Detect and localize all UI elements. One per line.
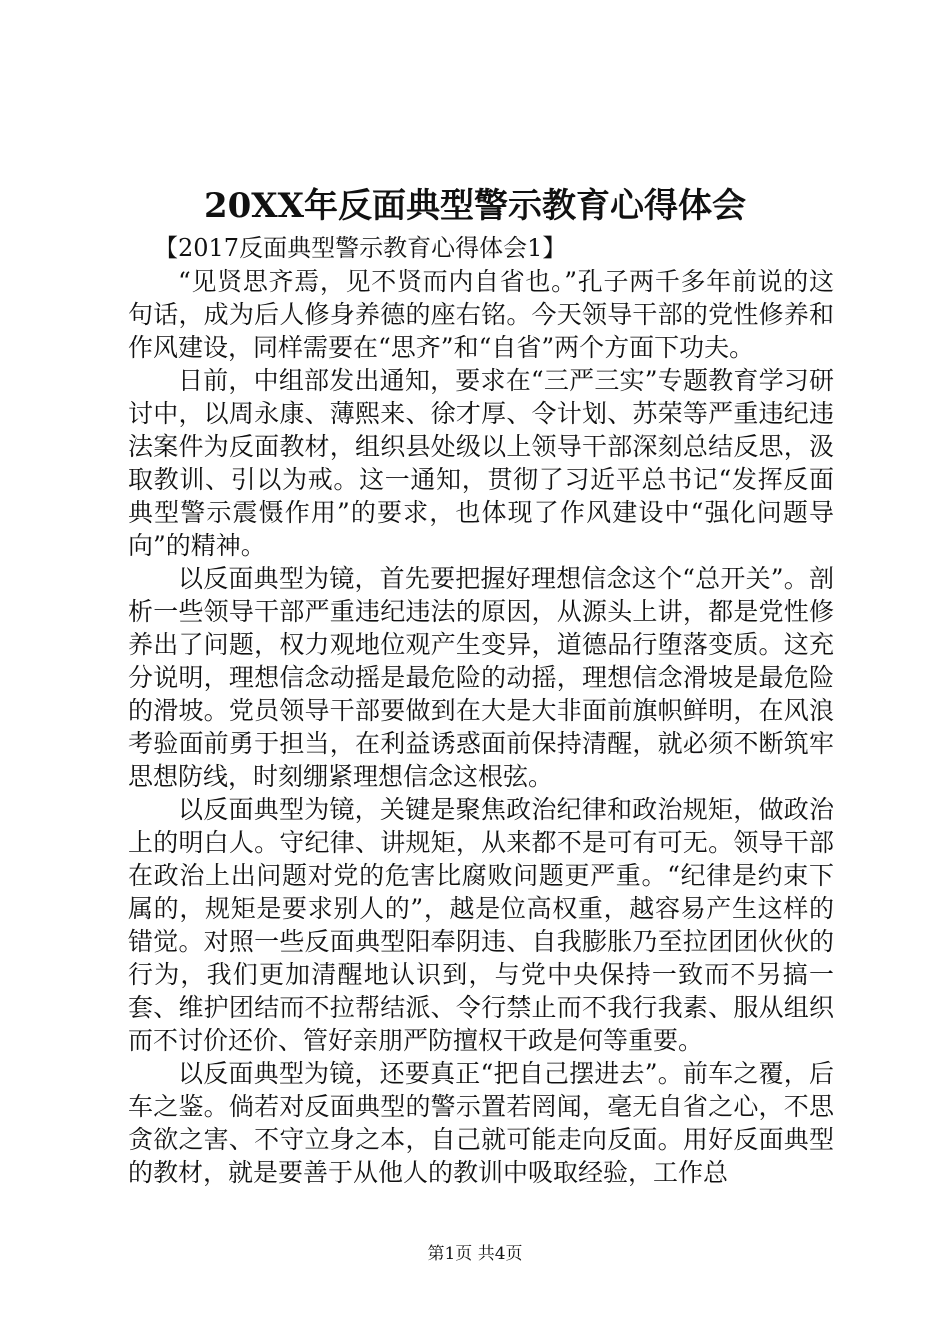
paragraph-5: 以反面典型为镜，还要真正“把自己摆进去”。前车之覆，后车之鉴。倘若对反面典型的警示置若罔闻，毫无自省之心，不思贪欲之害、不守立身之本，自己就可能走向反面。用好反面典型的教材，就是要善于从他人的教训中吸取经验，工作总 [128, 1059, 834, 1187]
document-body [128, 232, 834, 1189]
paragraph-3: 以反面典型为镜，首先要把握好理想信念这个“总开关”。剖析一些领导干部严重违纪违法的原因，从源头上讲，都是党性修养出了问题，权力观地位观产生变异，道德品行堕落变质。这充分说明，理想信念动摇是最危险的动摇，理想信念滑坡是最危险的滑坡。党员领导干部要做到在大是大非面前旗帜鲜明，在风浪考验面前勇于担当，在利益诱惑面前保持清醒，就必须不断筑牢思想防线，时刻绷紧理想信念这根弦。 [128, 564, 834, 791]
paragraph-2: 日前，中组部发出通知，要求在“三严三实”专题教育学习研讨中，以周永康、薄熙来、徐才厚、令计划、苏荣等严重违纪违法案件为反面教材，组织县处级以上领导干部深刻总结反思，汲取教训、引以为戒。这一通知，贯彻了习近平总书记“发挥反面典型警示震慑作用”的要求，也体现了作风建设中“强化问题导向”的精神。 [128, 366, 834, 560]
paragraph-1: “见贤思齐焉，见不贤而内自省也。”孔子两千多年前说的这句话，成为后人修身养德的座右铭。今天领导干部的党性修养和作风建设，同样需要在“思齐”和“自省”两个方面下功夫。 [128, 267, 834, 362]
section-heading: 【2017反面典型警示教育心得体会1】 [154, 234, 567, 262]
page-footer: 第1页 共4页 [427, 1244, 523, 1264]
document-title: 20XX年反面典型警示教育心得体会 [203, 186, 747, 226]
paragraph-4: 以反面典型为镜，关键是聚焦政治纪律和政治规矩，做政治上的明白人。守纪律、讲规矩，从来都不是可有可无。领导干部在政治上出问题对党的危害比腐败问题更严重。“纪律是约束下属的，规矩是要求别人的”，越是位高权重，越容易产生这样的错觉。对照一些反面典型阳奉阴违、自我膨胀乃至拉团团伙伙的行为，我们更加清醒地认识到，与党中央保持一致而不另搞一套、维护团结而不拉帮结派、令行禁止而不我行我素、服从组织而不讨价还价、管好亲朋严防擅权干政是何等重要。 [128, 795, 834, 1055]
